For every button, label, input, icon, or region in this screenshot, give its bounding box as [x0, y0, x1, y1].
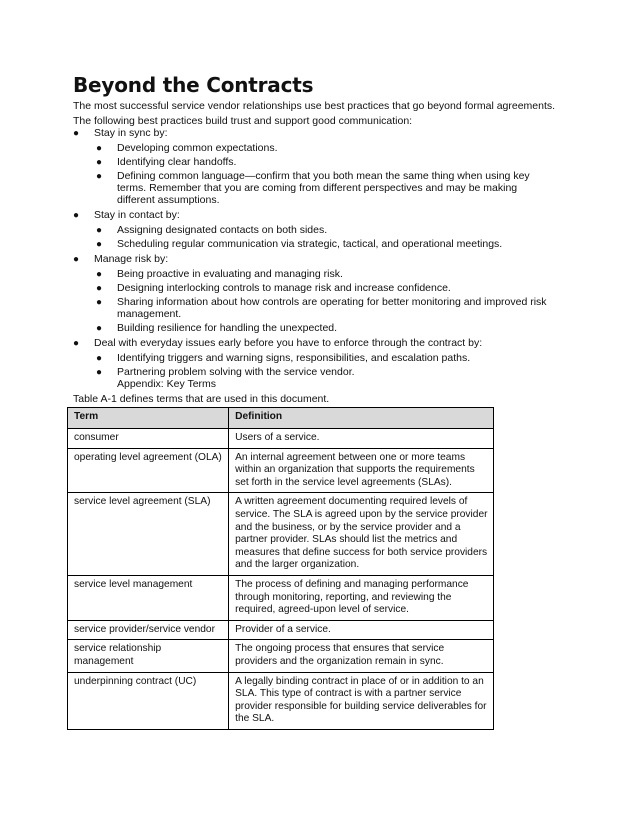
- list-item-text: Sharing information about how controls are operating for better monitoring and improved risk management.: [117, 296, 547, 320]
- bullet-icon: ●: [96, 323, 103, 334]
- table-header-row: [68, 408, 494, 429]
- list-item: [73, 208, 573, 250]
- table-row: [68, 672, 494, 729]
- bullet-icon: ●: [96, 353, 103, 364]
- key-terms-table: [67, 407, 494, 730]
- bullet-icon: ●: [73, 210, 80, 221]
- list-item: [94, 142, 573, 154]
- section-heading: Stay in sync by:: [94, 127, 168, 139]
- definition-cell: An internal agreement between one or more teams within an organization that supports the requirements set forth in the service level agreements (SLAs).: [229, 448, 494, 493]
- bullet-icon: ●: [96, 239, 103, 250]
- list-item: [94, 224, 573, 236]
- list-item: [94, 170, 573, 206]
- list-item: [94, 296, 573, 320]
- list-item-text: Partnering problem solving with the service vendor.: [117, 366, 355, 378]
- bullet-icon: ●: [96, 157, 103, 168]
- bullet-icon: ●: [96, 367, 103, 378]
- definition-cell: A legally binding contract in place of or in addition to an SLA. This type of contract is with a partner service provider responsible for building service deliverables for the SLA.: [229, 672, 494, 729]
- table-row: [68, 493, 494, 576]
- bullet-icon: ●: [96, 171, 103, 182]
- definition-cell: Provider of a service.: [229, 620, 494, 640]
- bullet-icon: ●: [73, 338, 80, 349]
- list-item-text: Scheduling regular communication via strategic, tactical, and operational meetings.: [117, 238, 503, 250]
- list-item-text: Assigning designated contacts on both sides.: [117, 224, 328, 236]
- list-item-text: Developing common expectations.: [117, 142, 278, 154]
- table-caption: Table A-1 defines terms that are used in this document.: [73, 393, 330, 405]
- definition-cell: The process of defining and managing performance through monitoring, reporting, and reviewing the required, agreed-upon level of service.: [229, 575, 494, 620]
- table-row: [68, 575, 494, 620]
- bullet-icon: ●: [96, 143, 103, 154]
- list-item-text: Identifying triggers and warning signs, responsibilities, and escalation paths.: [117, 352, 471, 364]
- list-item-text: Designing interlocking controls to manage risk and increase confidence.: [117, 282, 451, 294]
- bullet-icon: ●: [96, 297, 103, 308]
- definition-cell: Users of a service.: [229, 429, 494, 449]
- bullet-icon: ●: [73, 254, 80, 265]
- list-item: [94, 156, 573, 168]
- column-header-definition: Definition: [229, 408, 494, 429]
- term-cell: service provider/service vendor: [68, 620, 229, 640]
- term-cell: service relationship management: [68, 640, 229, 672]
- list-item-text: Identifying clear handoffs.: [117, 156, 237, 168]
- list-item: [73, 252, 573, 334]
- term-cell: operating level agreement (OLA): [68, 448, 229, 493]
- intro-line: The most successful service vendor relationships use best practices that go beyond formal agreements.: [73, 100, 556, 112]
- definition-cell: A written agreement documenting required levels of service. The SLA is agreed upon by the service provider and the business, or by the service provider and a partner provider. SLAs should list the metrics and measures that define success for both service providers and the larger organization.: [229, 493, 494, 576]
- bullet-icon: ●: [96, 283, 103, 294]
- list-item-text: Being proactive in evaluating and managing risk.: [117, 268, 343, 280]
- list-item: [94, 352, 573, 364]
- term-cell: service level management: [68, 575, 229, 620]
- intro-paragraph: [73, 99, 573, 129]
- list-item: [94, 366, 573, 390]
- page-title: Beyond the Contracts: [73, 73, 314, 97]
- intro-line: The following best practices build trust and support good communication:: [73, 115, 413, 127]
- list-item: [94, 268, 573, 280]
- section-heading: Manage risk by:: [94, 253, 169, 265]
- list-item: [73, 126, 573, 206]
- bullet-icon: ●: [73, 128, 80, 139]
- section-heading: Deal with everyday issues early before you have to enforce through the contract by:: [94, 337, 483, 349]
- table-row: [68, 448, 494, 493]
- term-cell: underpinning contract (UC): [68, 672, 229, 729]
- term-cell: service level agreement (SLA): [68, 493, 229, 576]
- list-item: [94, 282, 573, 294]
- list-item: [94, 322, 573, 334]
- list-item: [73, 336, 573, 390]
- list-item: [94, 238, 573, 250]
- table-row: [68, 620, 494, 640]
- definition-cell: The ongoing process that ensures that service providers and the organization remain in sync.: [229, 640, 494, 672]
- table-row: [68, 640, 494, 672]
- bullet-icon: ●: [96, 269, 103, 280]
- bullet-icon: ●: [96, 225, 103, 236]
- table-row: [68, 429, 494, 449]
- section-heading: Stay in contact by:: [94, 209, 180, 221]
- column-header-term: Term: [68, 408, 229, 429]
- best-practices-list: [73, 126, 573, 392]
- term-cell: consumer: [68, 429, 229, 449]
- appendix-heading: Appendix: Key Terms: [117, 378, 217, 390]
- list-item-text: Defining common language—confirm that you both mean the same thing when using key terms. Remember that you are coming from different perspectives and may be making different assumptions.: [117, 170, 530, 206]
- list-item-text: Building resilience for handling the unexpected.: [117, 322, 338, 334]
